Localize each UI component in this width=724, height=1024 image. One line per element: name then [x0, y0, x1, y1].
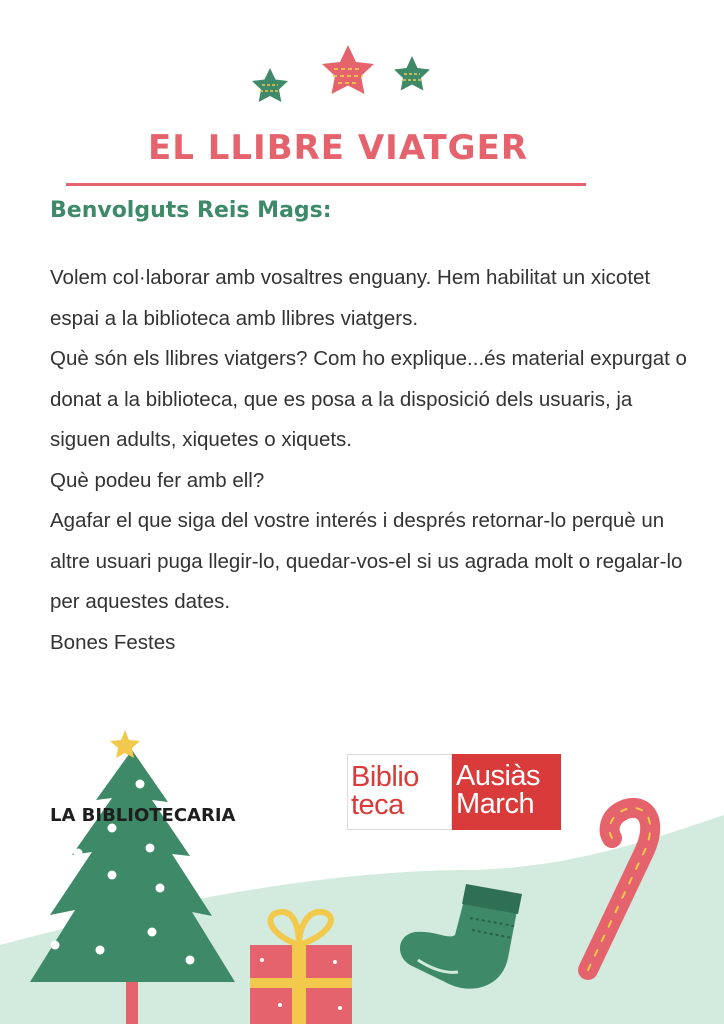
logo-text: teca — [351, 789, 404, 821]
christmas-tree-icon — [30, 730, 235, 1024]
logo-ausias-march-block — [452, 754, 561, 830]
letter-paragraph: Volem col·laborar amb vosaltres enguany. Hem habilitat un xicotet espai a la biblioteca amb llibres viatgers. — [50, 266, 651, 330]
letter-closing: Bones Festes — [50, 630, 176, 654]
logo-text: March — [456, 788, 535, 820]
green-star-icon — [394, 56, 430, 91]
letter-greeting: Benvolguts Reis Mags: — [50, 198, 332, 223]
library-logo — [347, 754, 561, 830]
letter-body — [50, 258, 690, 663]
logo-text: Biblio — [351, 761, 419, 793]
letter-paragraph: Agafar el que siga del vostre interés i després retornar-lo perquè un altre usuari puga llegir-lo, quedar-vos-el si us agrada molt o regalar-lo per aquestes dates. — [50, 509, 683, 613]
green-star-icon — [252, 68, 288, 102]
red-star-icon — [322, 45, 374, 94]
title-divider — [66, 183, 586, 186]
stars-decoration — [240, 40, 440, 110]
letter-paragraph: Què podeu fer amb ell? — [50, 468, 265, 492]
page-title: EL LLIBRE VIATGER — [147, 128, 528, 168]
signature: LA BIBLIOTECARIA — [50, 805, 236, 826]
logo-text: Ausiàs — [456, 760, 541, 792]
logo-biblioteca-block — [347, 754, 452, 830]
letter-paragraph: Què són els llibres viatgers? Com ho explique...és material expurgat o donat a la biblioteca, que es posa a la disposició dels usuaris, ja siguen adults, xiquetes o xiquets. — [50, 347, 687, 451]
